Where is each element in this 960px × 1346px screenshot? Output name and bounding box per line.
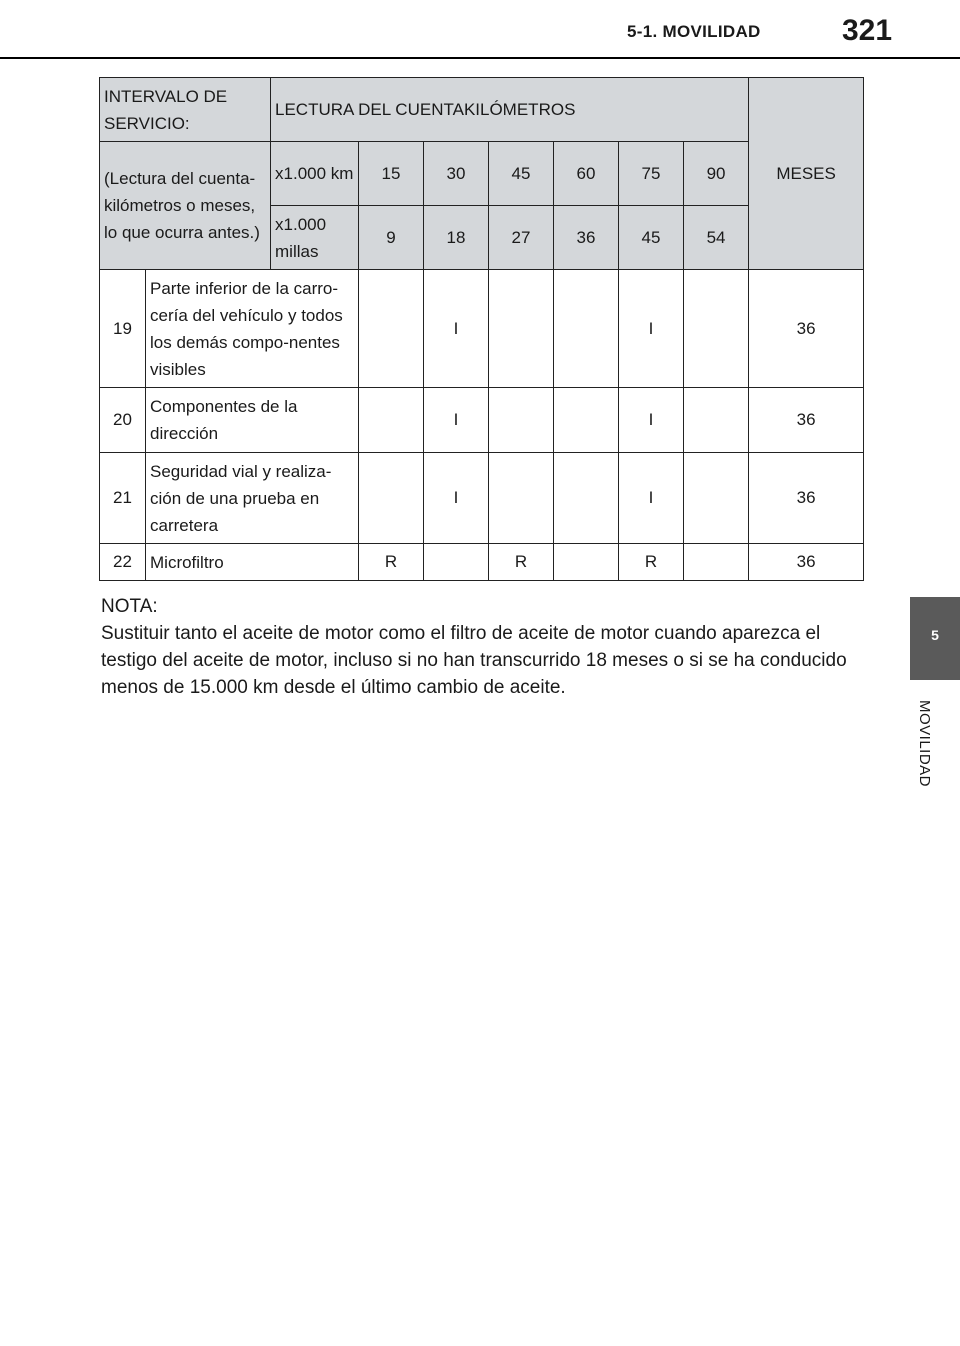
months-label: MESES [749, 78, 864, 270]
row-cell [424, 544, 489, 581]
miles-value: 45 [619, 206, 684, 270]
row-cell [359, 388, 424, 453]
table-row [100, 388, 864, 453]
row-cell [684, 544, 749, 581]
interval-note: (Lectura del cuenta-kilómetros o meses, lo que ocurra antes.) [100, 142, 271, 270]
miles-unit: x1.000 millas [271, 206, 359, 270]
row-cell [554, 453, 619, 544]
row-cell [489, 453, 554, 544]
row-months: 36 [749, 544, 864, 581]
row-item: Microfiltro [146, 544, 359, 581]
row-months: 36 [749, 453, 864, 544]
row-item: Seguridad vial y realiza-ción de una prueba en carretera [146, 453, 359, 544]
note-title: NOTA: [101, 596, 158, 617]
header-divider [0, 57, 960, 59]
row-cell [489, 388, 554, 453]
row-cell: R [489, 544, 554, 581]
row-cell: I [424, 270, 489, 388]
table-row [100, 453, 864, 544]
row-cell: R [359, 544, 424, 581]
km-value: 60 [554, 142, 619, 206]
page-number: 321 [842, 14, 893, 47]
km-unit: x1.000 km [271, 142, 359, 206]
miles-value: 27 [489, 206, 554, 270]
row-cell [359, 453, 424, 544]
row-cell: I [424, 388, 489, 453]
row-item: Componentes de la dirección [146, 388, 359, 453]
row-number: 21 [100, 453, 146, 544]
row-cell [684, 270, 749, 388]
row-cell: I [619, 388, 684, 453]
miles-value: 18 [424, 206, 489, 270]
chapter-number: 5 [931, 627, 939, 643]
row-cell [554, 270, 619, 388]
row-number: 20 [100, 388, 146, 453]
table-head-row [100, 78, 864, 142]
row-cell [489, 270, 554, 388]
row-months: 36 [749, 270, 864, 388]
row-cell [554, 544, 619, 581]
section-title: 5-1. MOVILIDAD [627, 22, 761, 41]
row-number: 19 [100, 270, 146, 388]
interval-label: INTERVALO DE SERVICIO: [100, 78, 271, 142]
row-months: 36 [749, 388, 864, 453]
miles-value: 36 [554, 206, 619, 270]
row-cell [554, 388, 619, 453]
miles-value: 9 [359, 206, 424, 270]
row-cell: I [619, 453, 684, 544]
km-value: 45 [489, 142, 554, 206]
row-cell: R [619, 544, 684, 581]
chapter-label-wrap [916, 700, 956, 810]
note-body: Sustituir tanto el aceite de motor como el filtro de aceite de motor cuando aparezca el testigo del aceite de motor, incluso si no han transcurrido 18 meses o si se ha conducido menos de 15.000 km desde el último cambio de aceite. [101, 623, 847, 698]
row-item: Parte inferior de la carro-cería del vehículo y todos los demás compo-nentes visibles [146, 270, 359, 388]
odometer-label: LECTURA DEL CUENTAKILÓMETROS [271, 78, 749, 142]
km-value: 30 [424, 142, 489, 206]
miles-value: 54 [684, 206, 749, 270]
chapter-label: MOVILIDAD [916, 700, 933, 788]
maintenance-schedule-table [99, 77, 864, 581]
row-cell [684, 453, 749, 544]
row-cell [684, 388, 749, 453]
km-value: 15 [359, 142, 424, 206]
table-row [100, 544, 864, 581]
km-value: 75 [619, 142, 684, 206]
chapter-tab [910, 597, 960, 680]
row-cell: I [424, 453, 489, 544]
row-cell [359, 270, 424, 388]
row-cell: I [619, 270, 684, 388]
row-number: 22 [100, 544, 146, 581]
table-row [100, 270, 864, 388]
km-value: 90 [684, 142, 749, 206]
